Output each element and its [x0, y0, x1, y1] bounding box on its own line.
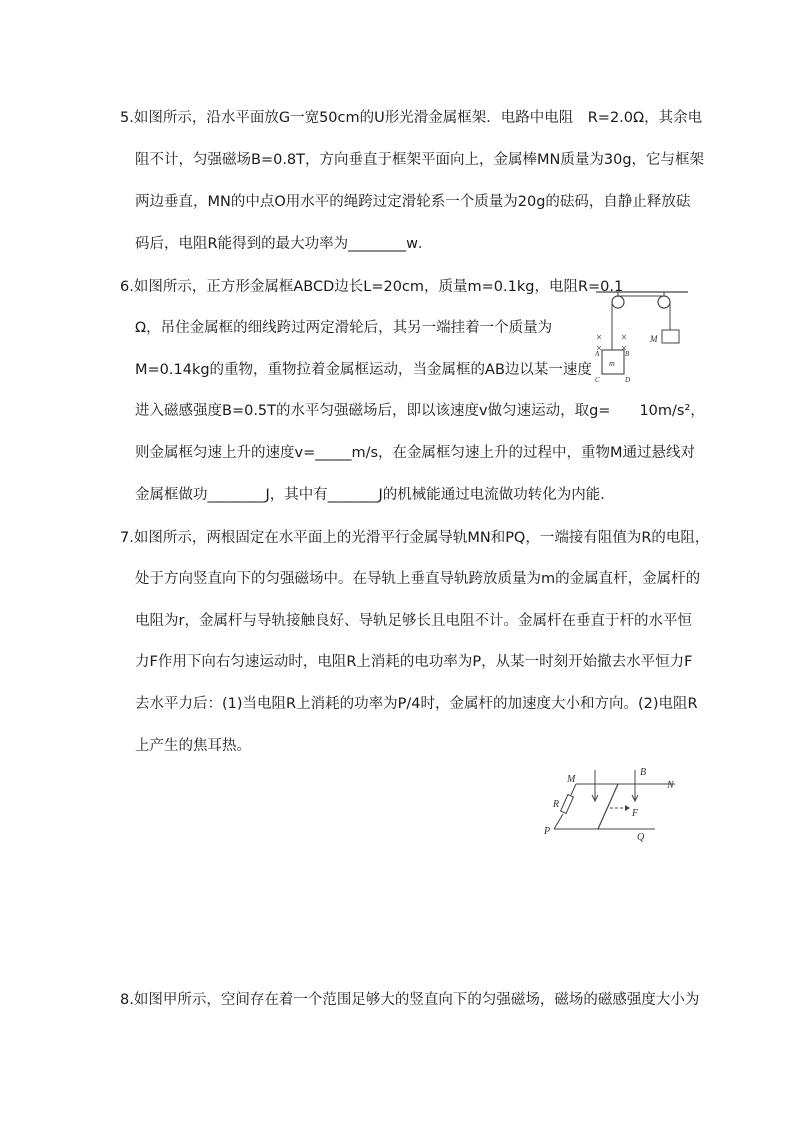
- q7-line-1: 7.如图所示，两根固定在水平面上的光滑平行金属导轨MN和PQ，一端接有阻值为R的电阻，: [120, 530, 710, 546]
- q5-line-4: 码后，电阻R能得到的最大功率为________w．: [135, 236, 433, 252]
- label-D: D: [625, 376, 631, 384]
- q8-line-1: 8.如图甲所示，空间存在着一个范围足够大的竖直向下的匀强磁场，磁场的磁感强度大小为: [120, 992, 700, 1008]
- q6-line-3: M=0.14kg的重物，重物拉着金属框运动，当金属框的AB边以某一速度: [135, 362, 592, 378]
- right-pulley-icon: [658, 296, 670, 308]
- label-A: A: [595, 350, 600, 358]
- q6-line-2: Ω，吊住金属框的细线跨过两定滑轮后，其另一端挂着一个质量为: [135, 320, 553, 336]
- label-P: P: [544, 826, 551, 837]
- label-R: R: [553, 799, 560, 810]
- q7-line-5: 去水平力后：(1)当电阻R上消耗的功率为P/4时，金属杆的加速度大小和方向。(2)电阻R: [135, 696, 698, 712]
- q5-line-2: 阻不计，匀强磁场B=0.8T，方向垂直于框架平面向上，金属棒MN质量为30g，它与框架: [135, 152, 705, 168]
- q5-line-3: 两边垂直，MN的中点O用水平的绳跨过定滑轮系一个质量为20g的砝码，自静止释放砝: [135, 194, 691, 210]
- label-M: M: [650, 334, 658, 344]
- q7-line-4: 力F作用下向右匀速运动时，电阻R上消耗的电功率为P，从某一时刻开始撤去水平恒力F: [135, 654, 693, 670]
- resistor-R: [561, 795, 574, 814]
- label-B: B: [640, 767, 647, 778]
- q7-figure: [540, 762, 685, 842]
- q6-line-1: 6.如图所示，正方形金属框ABCD边长L=20cm，质量m=0.1kg，电阻R=0.1: [120, 279, 624, 295]
- hanging-mass-box: [662, 330, 679, 343]
- label-F: F: [632, 808, 639, 819]
- q6-line-5: 则金属框匀速上升的速度v=_____m/s，在金属框匀速上升的过程中，重物M通过悬线对: [135, 445, 696, 461]
- q7-line-3: 电阻为r，金属杆与导轨接触良好、导轨足够长且电阻不计。金属杆在垂直于杆的水平恒: [135, 613, 692, 629]
- label-Q: Q: [637, 832, 645, 842]
- label-C: C: [595, 376, 600, 384]
- label-m: m: [609, 359, 615, 368]
- q7-line-2: 处于方向竖直向下的匀强磁场中。在导轨上垂直导轨跨放质量为m的金属直杆，金属杆的: [135, 571, 701, 587]
- q6-line-4: 进入磁感强度B=0.5T的水平匀强磁场后，即以该速度v做匀速运动，取g= 10m/s²，: [135, 403, 705, 419]
- q7-line-6: 上产生的焦耳热。: [135, 738, 251, 754]
- q5-line-1: 5.如图所示，沿水平面放G一宽50cm的U形光滑金属框架．电路中电阻 R=2.0Ω，其余电: [120, 110, 703, 126]
- q6-line-6: 金属框做功________J，其中有_______J的机械能通过电流做功转化为内能．: [135, 487, 615, 503]
- q6-figure: [592, 280, 692, 385]
- label-B: B: [625, 350, 630, 358]
- metal-rod: [598, 784, 618, 829]
- label-M: M: [567, 774, 576, 785]
- label-N: N: [667, 780, 674, 791]
- left-pulley-icon: [612, 296, 624, 308]
